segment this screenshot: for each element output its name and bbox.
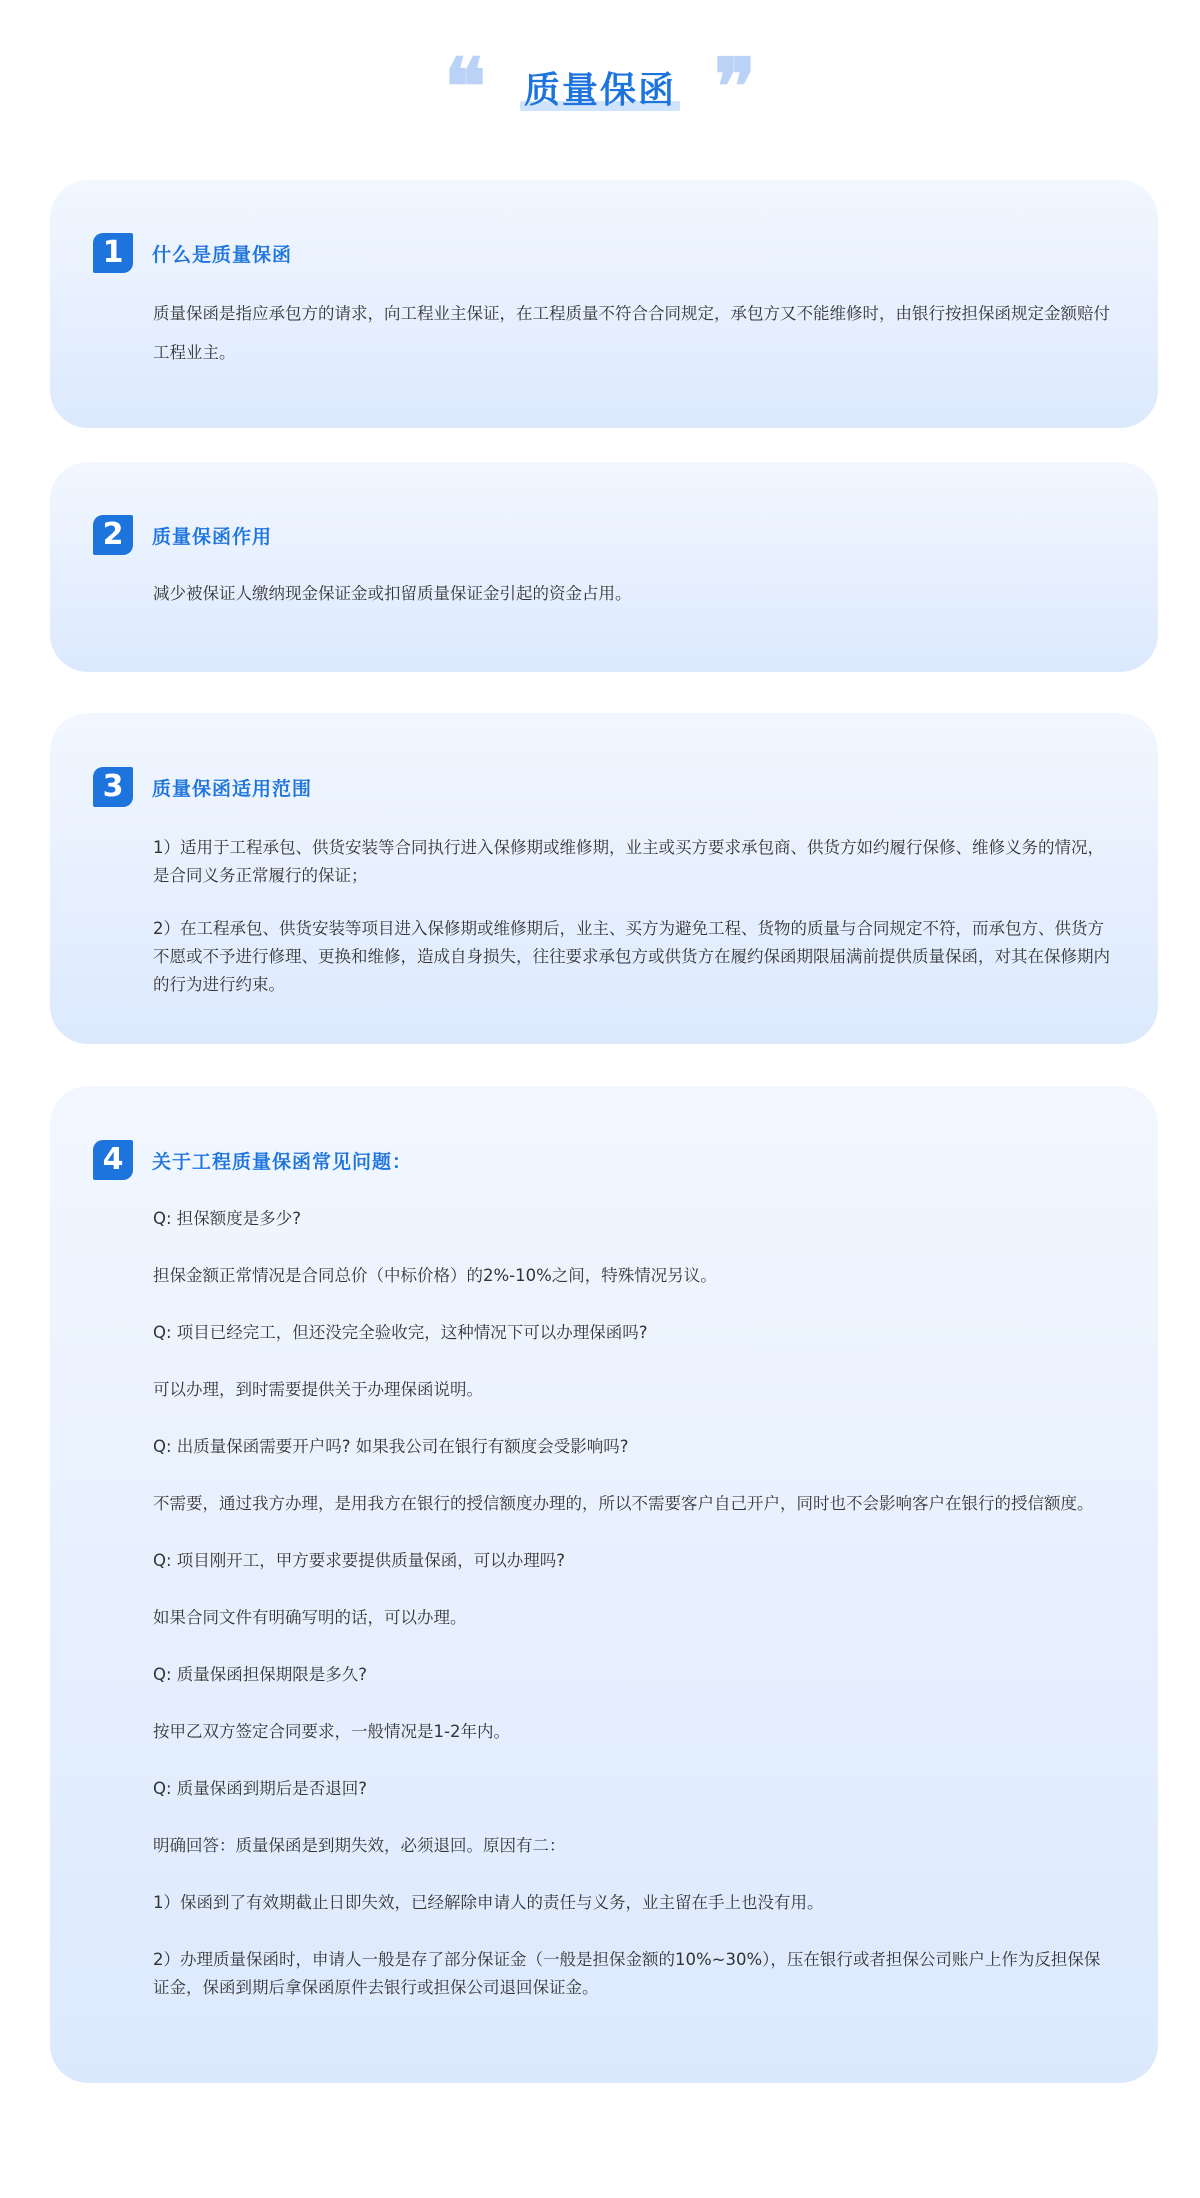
section-number-badge: 1 — [93, 233, 133, 273]
faq-answer: 明确回答：质量保函是到期失效，必须退回。原因有二： — [153, 1836, 566, 1855]
section-number-badge: 2 — [93, 515, 133, 555]
faq-answer: 2）办理质量保函时，申请人一般是存了部分保证金（一般是担保金额的10%~30%），压在银行或者担保公司账户上作为反担保保证金，保函到期后拿保函原件去银行或担保公司退回保证金。 — [153, 1950, 1101, 1997]
faq-question: Q: 项目刚开工，甲方要求要提供质量保函，可以办理吗? — [153, 1551, 566, 1570]
section-title: 什么是质量保函 — [152, 243, 293, 266]
section-card-2 — [50, 462, 1158, 672]
faq-answer: 不需要，通过我方办理，是用我方在银行的授信额度办理的，所以不需要客户自己开户，同时也不会影响客户在银行的授信额度。 — [153, 1494, 1094, 1513]
section-paragraph: 质量保函是指应承包方的请求，向工程业主保证，在工程质量不符合合同规定，承包方又不能维修时，由银行按担保函规定金额赔付工程业主。 — [153, 304, 1110, 362]
section-paragraph: 2）在工程承包、供货安装等项目进入保修期或维修期后，业主、买方为避免工程、货物的质量与合同规定不符，而承包方、供货方不愿或不予进行修理、更换和维修，造成自身损失，往往要求承包方或供货方在履约保函期限届满前提供质量保函，对其在保修期内的行为进行约束。 — [153, 919, 1110, 994]
section-paragraph: 1）适用于工程承包、供货安装等合同执行进入保修期或维修期，业主或买方要求承包商、供货方如约履行保修、维修义务的情况，是合同义务正常履行的保证； — [153, 838, 1104, 885]
section-header — [93, 1140, 412, 1180]
section-title: 质量保函作用 — [152, 525, 273, 548]
section-title: 关于工程质量保函常见问题： — [152, 1150, 413, 1173]
page-title: 质量保函 — [520, 62, 680, 113]
faq-answer: 如果合同文件有明确写明的话，可以办理。 — [153, 1608, 467, 1627]
section-body — [153, 834, 1113, 999]
section-header — [93, 515, 272, 555]
section-card-1 — [50, 180, 1158, 428]
close-quote-icon: ❞ — [714, 41, 756, 133]
section-header — [93, 233, 292, 273]
section-card-4 — [50, 1086, 1158, 2083]
faq-answer: 1）保函到了有效期截止日即失效，已经解除申请人的责任与义务，业主留在手上也没有用。 — [153, 1893, 824, 1912]
faq-question: Q: 质量保函到期后是否退回? — [153, 1779, 368, 1798]
faq-answer: 担保金额正常情况是合同总价（中标价格）的2%-10%之间，特殊情况另议。 — [153, 1266, 717, 1285]
faq-question: Q: 担保额度是多少? — [153, 1209, 302, 1228]
faq-question: Q: 项目已经完工，但还没完全验收完，这种情况下可以办理保函吗? — [153, 1323, 648, 1342]
section-number-badge: 4 — [93, 1140, 133, 1180]
section-body — [153, 580, 1113, 608]
faq-answer: 可以办理，到时需要提供关于办理保函说明。 — [153, 1380, 483, 1399]
faq-question: Q: 出质量保函需要开户吗? 如果我公司在银行有额度会受影响吗? — [153, 1437, 629, 1456]
faq-list — [153, 1205, 1113, 2002]
section-title: 质量保函适用范围 — [152, 777, 313, 800]
faq-question: Q: 质量保函担保期限是多久? — [153, 1665, 368, 1684]
section-body — [153, 294, 1113, 372]
section-card-3 — [50, 713, 1158, 1044]
section-paragraph: 减少被保证人缴纳现金保证金或扣留质量保证金引起的资金占用。 — [153, 584, 632, 603]
section-header — [93, 767, 312, 807]
open-quote-icon: ❝ — [444, 41, 486, 133]
faq-answer: 按甲乙双方签定合同要求，一般情况是1-2年内。 — [153, 1722, 510, 1741]
page-header — [0, 41, 1200, 133]
section-number-badge: 3 — [93, 767, 133, 807]
